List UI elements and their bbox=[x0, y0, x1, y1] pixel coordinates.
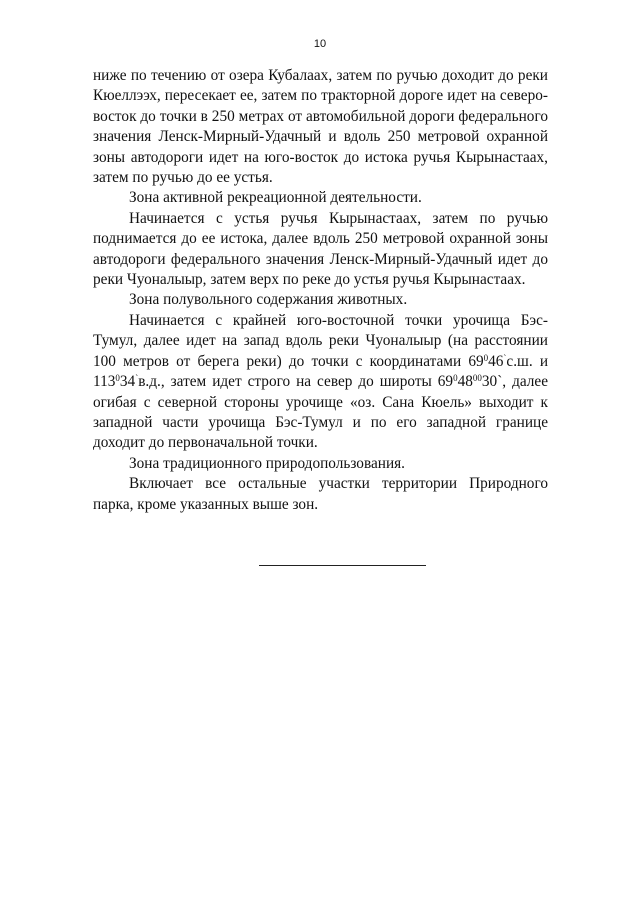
end-divider-line bbox=[259, 565, 426, 566]
text-fragment: 34 bbox=[119, 373, 136, 391]
page-number: 10 bbox=[313, 38, 327, 50]
paragraph-semi-free-animal-boundary bbox=[93, 311, 548, 454]
text-fragment: в.д., затем идет строго на север до широты 69 bbox=[138, 373, 454, 391]
text-fragment: 30`, далее огибая с северной стороны урочище «оз. Сана Кюель» выходит к западной части урочища Бэс-Тумул и по его западной границе доходит до первоначальной точки. bbox=[93, 373, 549, 452]
heading-active-recreation-zone: Зона активной рекреационной деятельности. bbox=[129, 189, 422, 207]
paragraph-traditional-use-description: Включает все остальные участки территории Природного парка, кроме указанных выше зон. bbox=[93, 475, 548, 513]
text-fragment: 46 bbox=[488, 352, 504, 370]
text-fragment: с.ш. и 113 bbox=[93, 352, 549, 391]
text-fragment: 48 bbox=[457, 373, 473, 391]
document-body bbox=[93, 66, 548, 515]
superscript: 0 bbox=[115, 373, 120, 384]
superscript: ` bbox=[135, 373, 139, 384]
paragraph-boundary-continuation: ниже по течению от озера Кубалаах, затем по ручью доходит до реки Кюеллээх, пересекает ее, затем по тракторной дороге идет на северо-восток до точки в 250 метрах от автомобильной дороги федерального значения Ленск-Мирный-Удачный и вдоль 250 метровой охранной зоны автодороги идет на юго-восток до истока ручья Кырынастаах, затем по ручью до ее устья. bbox=[93, 67, 548, 187]
superscript: 00 bbox=[472, 373, 482, 384]
text-fragment: Начинается с крайней юго-восточной точки урочища Бэс-Тумул, далее идет на запад вдоль реки Чуоналыыр (на расстоянии 100 метров от берега реки) до точки с координатами 69 bbox=[93, 311, 548, 370]
heading-semi-free-animal-zone: Зона полувольного содержания животных. bbox=[129, 291, 408, 309]
superscript: ` bbox=[503, 352, 507, 363]
superscript: 0 bbox=[483, 352, 489, 363]
superscript: 0 bbox=[453, 373, 458, 384]
heading-traditional-use-zone: Зона традиционного природопользования. bbox=[129, 454, 405, 472]
paragraph-active-recreation-boundary: Начинается с устья ручья Кырынастаах, затем по ручью поднимается до ее истока, далее вдоль 250 метровой охранной зоны автодороги федерального значения Ленск-Мирный-Удачный идет до реки Чуоналыыр, затем верх по реке до устья ручья Кырынастаах. bbox=[93, 209, 548, 289]
